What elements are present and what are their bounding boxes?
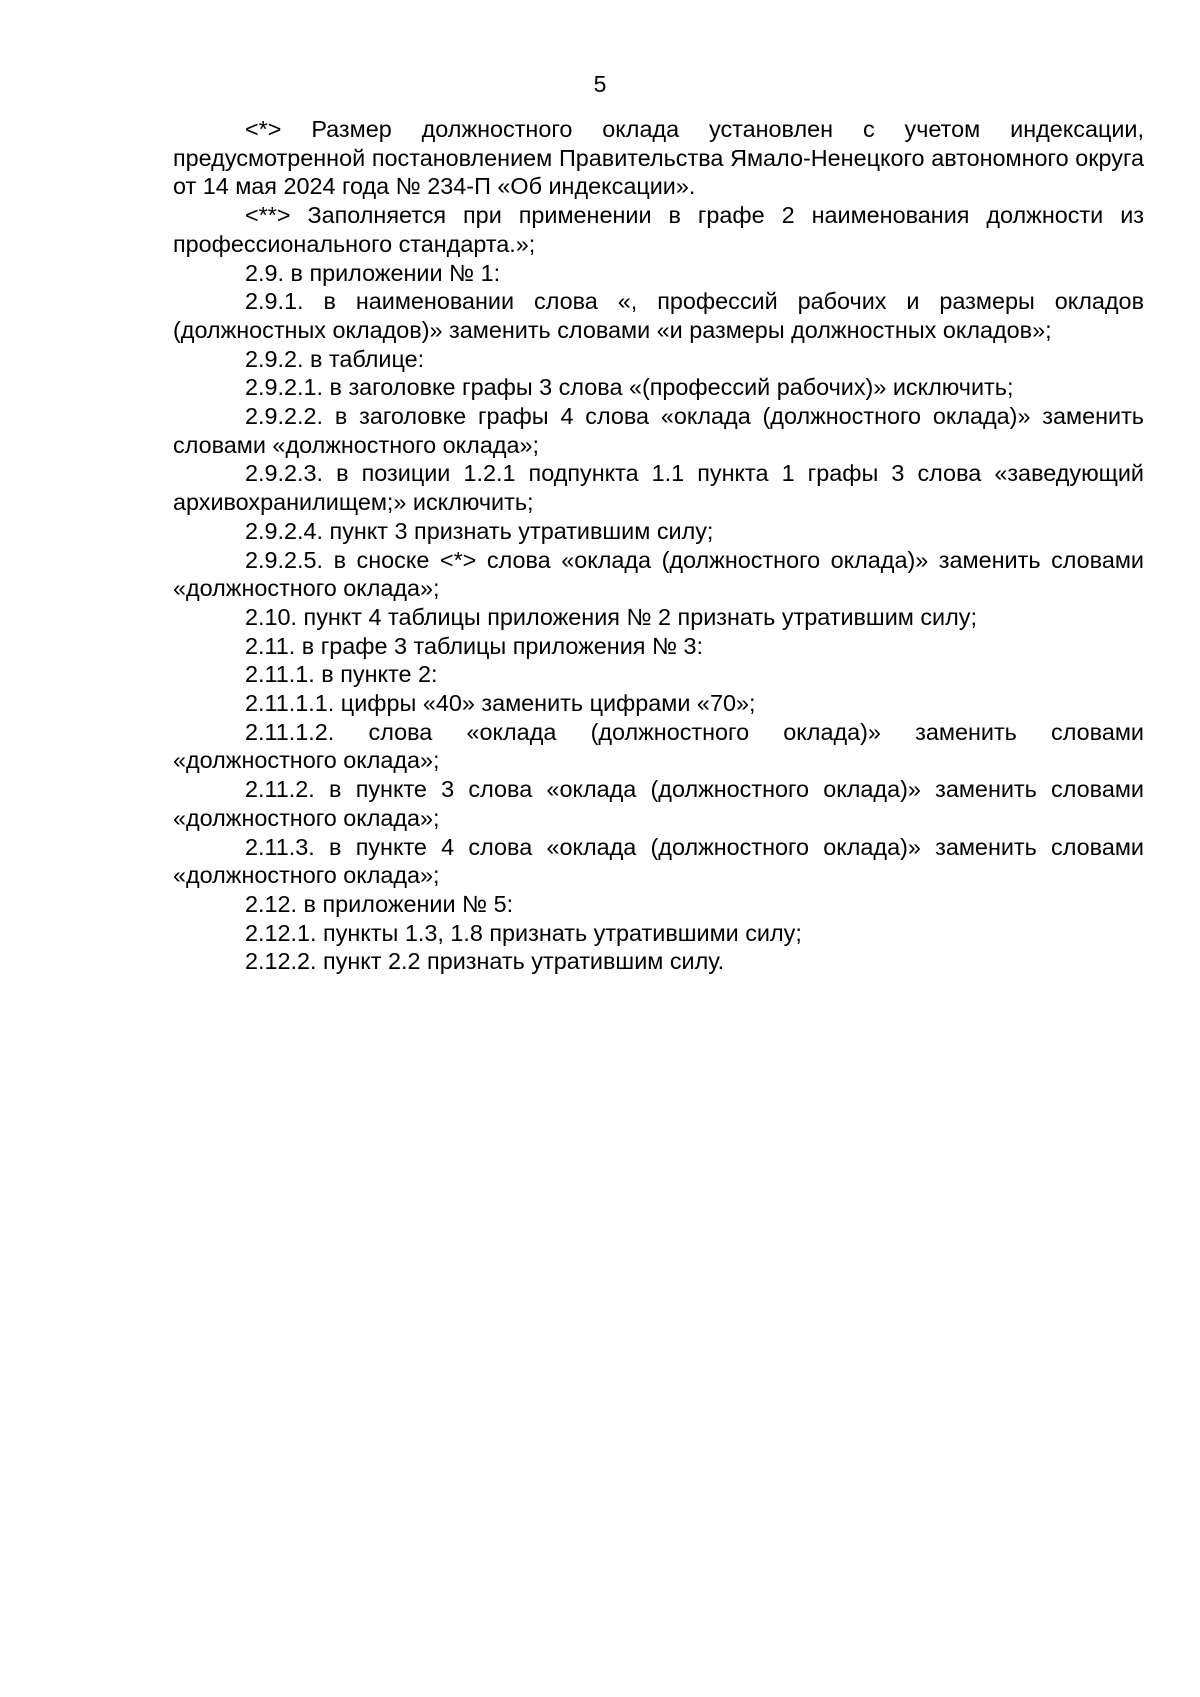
clause-paragraph: 2.11.1.1. цифры «40» заменить цифрами «70»; [245,690,756,717]
clause-paragraph: 2.9.2.1. в заголовке графы 3 слова «(профессий рабочих)» исключить; [245,374,1014,401]
clause-paragraph: 2.12.1. пункты 1.3, 1.8 признать утратившими силу; [245,919,802,946]
clause-paragraph: 2.11.2. в пункте 3 слова «оклада (должностного оклада)» заменить словами «должностного оклада»; [173,776,1144,831]
clause-paragraph: 2.10. пункт 4 таблицы приложения № 2 признать утратившим силу; [245,603,977,630]
clause-paragraph: 2.9. в приложении № 1: [245,259,501,286]
clause-paragraph: 2.11.3. в пункте 4 слова «оклада (должностного оклада)» заменить словами «должностного оклада»; [173,833,1144,889]
clause-paragraph: 2.9.2.5. в сноске <*> слова «оклада (должностного оклада)» заменить словами «должностного оклада»; [173,546,1144,602]
clause-paragraph: 2.12.2. пункт 2.2 признать утратившим силу. [245,948,725,975]
page-number: 5 [593,71,607,97]
clause-paragraph: 2.11.1.2. слова «оклада (должностного оклада)» заменить словами «должностного оклада»; [173,718,1144,774]
document-body [173,115,1144,976]
clause-paragraph: 2.9.2.2. в заголовке графы 4 слова «оклада (должностного оклада)» заменить словами «должностного оклада»; [173,403,1144,458]
clause-paragraph: 2.9.2. в таблице: [245,345,425,372]
clause-paragraph: 2.9.1. в наименовании слова «, профессий рабочих и размеры окладов (должностных окладов)» заменить словами «и размеры должностных окладов»; [173,288,1144,343]
clause-paragraph: 2.11.1. в пункте 2: [245,661,438,688]
footnote-paragraph: <**> Заполняется при применении в графе 2 наименования должности из профессионального стандарта.»; [173,202,1144,257]
clause-paragraph: 2.12. в приложении № 5: [245,890,514,917]
clause-paragraph: 2.11. в графе 3 таблицы приложения № 3: [245,632,704,659]
clause-paragraph: 2.9.2.4. пункт 3 признать утратившим силу; [245,517,714,544]
footnote-paragraph: <*> Размер должностного оклада установлен с учетом индексации, предусмотренной постановлением Правительства Ямало-Ненецкого автономного округа от 14 мая 2024 года № 234-П «Об индексации». [173,116,1144,200]
clause-paragraph: 2.9.2.3. в позиции 1.2.1 подпункта 1.1 пункта 1 графы 3 слова «заведующий архивохранилищем;» исключить; [173,460,1144,516]
